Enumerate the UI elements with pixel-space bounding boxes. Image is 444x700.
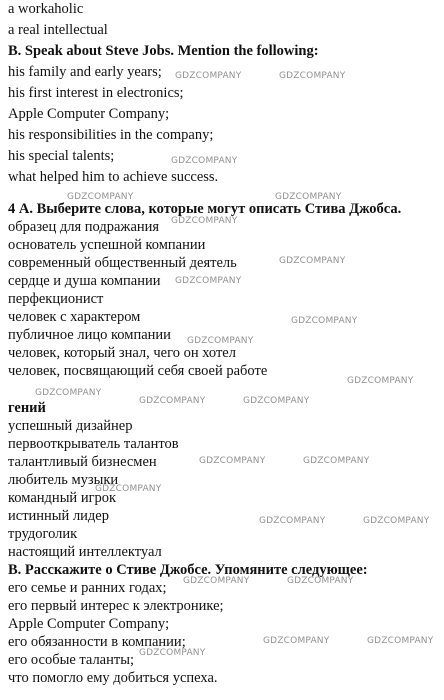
list-item: истинный лидер [8, 508, 109, 524]
list-item: перфекционист [8, 291, 104, 307]
watermark: GDZCOMPANY [347, 376, 414, 386]
watermark: GDZCOMPANY [171, 216, 238, 226]
list-item: трудоголик [8, 526, 78, 542]
list-item: любитель музыки [8, 472, 119, 488]
list-item: his first interest in electronics; [8, 85, 184, 101]
list-item: его обязанности в компании; [8, 634, 186, 650]
list-item: командный игрок [8, 490, 117, 506]
list-item: his special talents; [8, 148, 115, 164]
watermark: GDZCOMPANY [279, 71, 346, 81]
list-item: his responsibilities in the company; [8, 127, 214, 143]
watermark: GDZCOMPANY [259, 516, 326, 526]
list-item: что помогло ему добиться успеха. [8, 670, 218, 686]
watermark: GDZCOMPANY [275, 192, 342, 202]
list-item: успешный дизайнер [8, 418, 133, 434]
list-item: гений [8, 400, 46, 416]
list-item: настоящий интеллектуал [8, 544, 162, 560]
watermark: GDZCOMPANY [303, 456, 370, 466]
list-item: Apple Computer Company; [8, 616, 170, 632]
watermark: GDZCOMPANY [187, 336, 254, 346]
watermark: GDZCOMPANY [287, 576, 354, 586]
watermark: GDZCOMPANY [95, 484, 162, 494]
list-item: современный общественный деятель [8, 255, 237, 271]
list-item: человек, который знал, чего он хотел [8, 345, 236, 361]
section-heading: 4 А. Выберите слова, которые могут описать Стива Джобса. [8, 201, 402, 217]
watermark: GDZCOMPANY [199, 456, 266, 466]
list-item: his family and early years; [8, 64, 162, 80]
watermark: GDZCOMPANY [291, 316, 358, 326]
watermark: GDZCOMPANY [279, 256, 346, 266]
watermark: GDZCOMPANY [175, 71, 242, 81]
list-item: первооткрыватель талантов [8, 436, 179, 452]
list-item: человек с характером [8, 309, 141, 325]
watermark: GDZCOMPANY [183, 576, 250, 586]
list-item: его семье и ранних годах; [8, 580, 167, 596]
watermark: GDZCOMPANY [263, 636, 330, 646]
watermark: GDZCOMPANY [67, 192, 134, 202]
watermark: GDZCOMPANY [367, 636, 434, 646]
watermark: GDZCOMPANY [139, 648, 206, 658]
list-item: основатель успешной компании [8, 237, 206, 253]
list-item: what helped him to achieve success. [8, 169, 219, 185]
list-item: его первый интерес к электронике; [8, 598, 224, 614]
watermark: GDZCOMPANY [363, 516, 430, 526]
watermark: GDZCOMPANY [35, 388, 102, 398]
list-item: сердце и душа компании [8, 273, 161, 289]
text-line: a real intellectual [8, 22, 108, 38]
watermark: GDZCOMPANY [243, 396, 310, 406]
watermark: GDZCOMPANY [171, 156, 238, 166]
section-heading: B. Speak about Steve Jobs. Mention the following: [8, 43, 319, 59]
section-heading: В. Расскажите о Стиве Джобсе. Упомяните следующее: [8, 562, 368, 578]
list-item: его особые таланты; [8, 652, 134, 668]
watermark: GDZCOMPANY [175, 276, 242, 286]
text-line: a workaholic [8, 1, 84, 17]
list-item: талантливый бизнесмен [8, 454, 157, 470]
list-item: образец для подражания [8, 219, 160, 235]
watermark: GDZCOMPANY [139, 396, 206, 406]
list-item: Apple Computer Company; [8, 106, 170, 122]
list-item: публичное лицо компании [8, 327, 171, 343]
list-item: человек, посвящающий себя своей работе [8, 363, 268, 379]
